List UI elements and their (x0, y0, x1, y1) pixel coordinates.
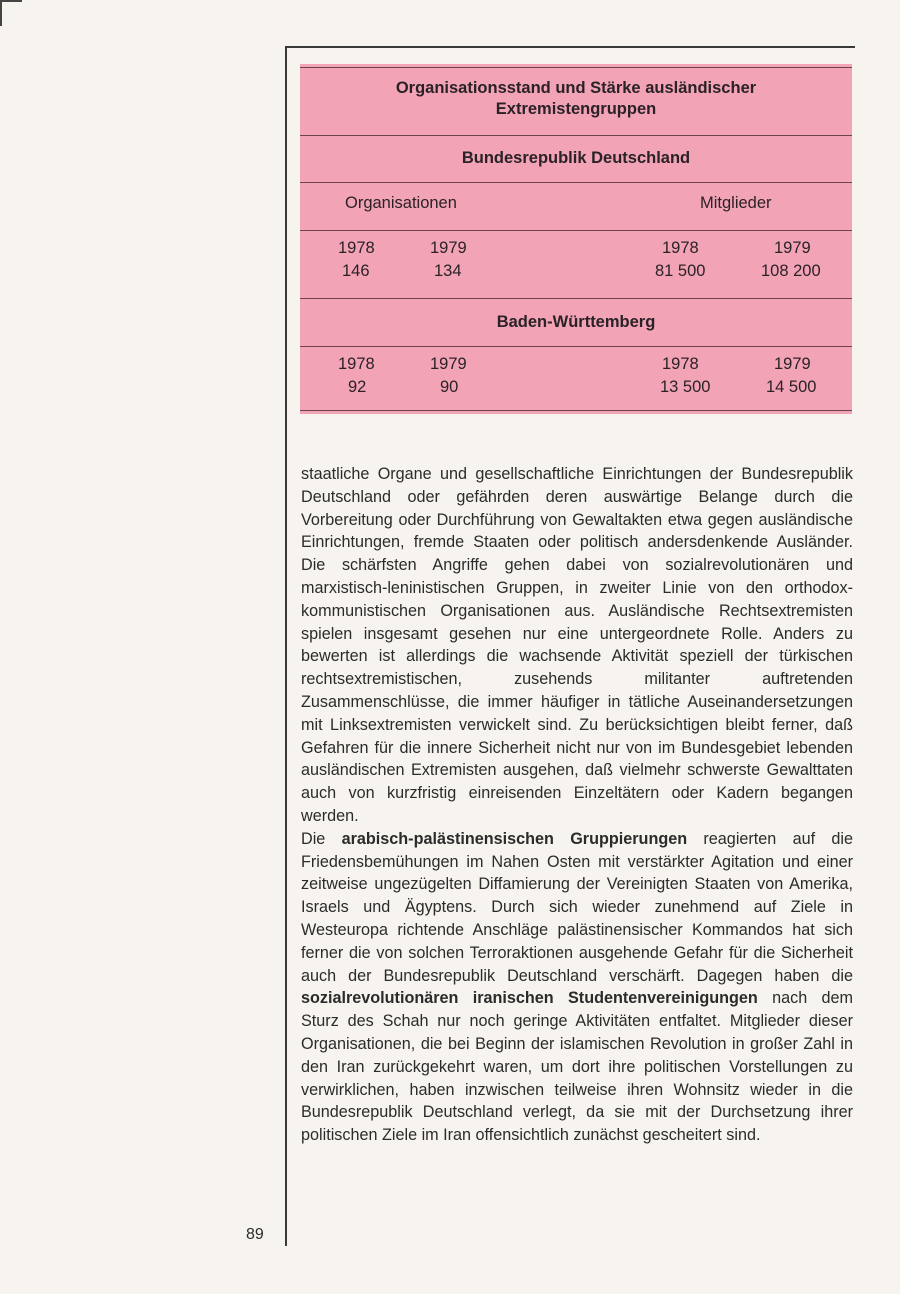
bw-org-1978-label: 1978 (338, 355, 375, 373)
section-heading-brd: Bundesrepublik Deutschland (461, 149, 691, 167)
bw-org-1978-value: 92 (348, 378, 367, 396)
statistics-table (300, 64, 852, 414)
table-title-line1: Organisationsstand und Stärke ausländischer (395, 79, 757, 97)
body-text (301, 463, 853, 1147)
table-rule (300, 230, 852, 231)
paragraph-2 (301, 828, 853, 1147)
paragraph-2-middle: reagierten auf die Friedensbemühungen im Nahen Osten mit verstärkter Agitation und einer zeitweise ungezügelten Diffamierung der Vereinigten Staaten von Amerika, Israels und Ägyptens. Durch sich wieder zunehmend auf Ziele in Westeuropa richtende Anschläge palästinensischer Kommandos hat sich ferner die von solchen Terroraktionen ausgehende Gefahr für die Sicherheit auch der Bundesrepublik Deutschland verschärft. Dagegen haben die (301, 829, 853, 985)
page-top-rule (285, 46, 855, 48)
brd-mem-1978-label: 1978 (662, 239, 699, 257)
bw-org-1979-value: 90 (440, 378, 459, 396)
bw-mem-1978-value: 13 500 (660, 378, 711, 396)
paragraph-2-intro: Die (301, 829, 342, 848)
crop-mark (0, 0, 2, 26)
section-heading-bw: Baden-Württemberg (496, 313, 656, 331)
column-header-members: Mitglieder (700, 194, 772, 212)
table-rule (300, 182, 852, 183)
brd-org-1979-value: 134 (434, 262, 462, 280)
table-rule (300, 135, 852, 136)
brd-org-1979-label: 1979 (430, 239, 467, 257)
brd-mem-1979-label: 1979 (774, 239, 811, 257)
brd-org-1978-value: 146 (342, 262, 370, 280)
paragraph-1: staatliche Organe und gesellschaftliche Einrichtungen der Bundesrepublik Deutschland oder gefährden deren auswärtige Belange durch die Vorbereitung oder Durchführung von Gewaltakten etwa gegen ausländische Einrichtungen, fremde Staaten oder politisch andersdenkende Ausländer. Die schärfsten Angriffe gehen dabei von sozialrevolutionären und marxistisch-leninistischen Gruppen, in zweiter Linie von den orthodox-kommunistischen Organisationen aus. Ausländische Rechtsextremisten spielen insgesamt gesehen nur eine untergeordnete Rolle. Anders zu bewerten ist allerdings die wachsende Aktivität speziell der türkischen rechtsextremistischen, zusehends militanter auftretenden Zusammenschlüsse, die immer häufiger in tätliche Auseinandersetzungen mit Linksextremisten verwickelt sind. Zu berücksichtigen bleibt ferner, daß Gefahren für die innere Sicherheit nicht nur von im Bundesgebiet lebenden ausländischen Extremisten ausgehen, daß vielmehr schwerste Gewalttaten auch von kurzfristig einreisenden Einzeltätern oder Kadern begangen werden. (301, 465, 853, 825)
margin-rule (285, 46, 287, 1246)
table-rule (300, 298, 852, 299)
column-header-organisations: Organisationen (345, 194, 457, 212)
table-rule (300, 410, 852, 411)
page-number: 89 (246, 1226, 264, 1243)
table-title-line2: Extremistengruppen (495, 100, 657, 118)
bw-org-1979-label: 1979 (430, 355, 467, 373)
emphasis-arab-groups: arabisch-palästinensischen Gruppierungen (341, 829, 688, 848)
crop-mark (0, 0, 22, 2)
emphasis-iranian-groups: sozialrevolutionären iranischen Studentenvereinigungen (301, 989, 758, 1008)
brd-mem-1978-value: 81 500 (655, 262, 706, 280)
brd-mem-1979-value: 108 200 (761, 262, 821, 280)
bw-mem-1979-value: 14 500 (766, 378, 817, 396)
brd-org-1978-label: 1978 (338, 239, 375, 257)
bw-mem-1979-label: 1979 (774, 355, 811, 373)
bw-mem-1978-label: 1978 (662, 355, 699, 373)
paragraph-2-end: nach dem Sturz des Schah nur noch geringe Aktivitäten entfaltet. Mitglieder dieser Organisationen, die bei Beginn der islamischen Revolution in großer Zahl in den Iran zurückgekehrt waren, um dort ihre politischen Vorstellungen zu verwirklichen, haben inzwischen teilweise ihren Wohnsitz wieder in die Bundesrepublik Deutschland verlegt, da sie mit der Durchsetzung ihrer politischen Ziele im Iran offensichtlich zunächst gescheitert sind. (301, 989, 853, 1145)
table-rule (300, 67, 852, 68)
table-rule (300, 346, 852, 347)
